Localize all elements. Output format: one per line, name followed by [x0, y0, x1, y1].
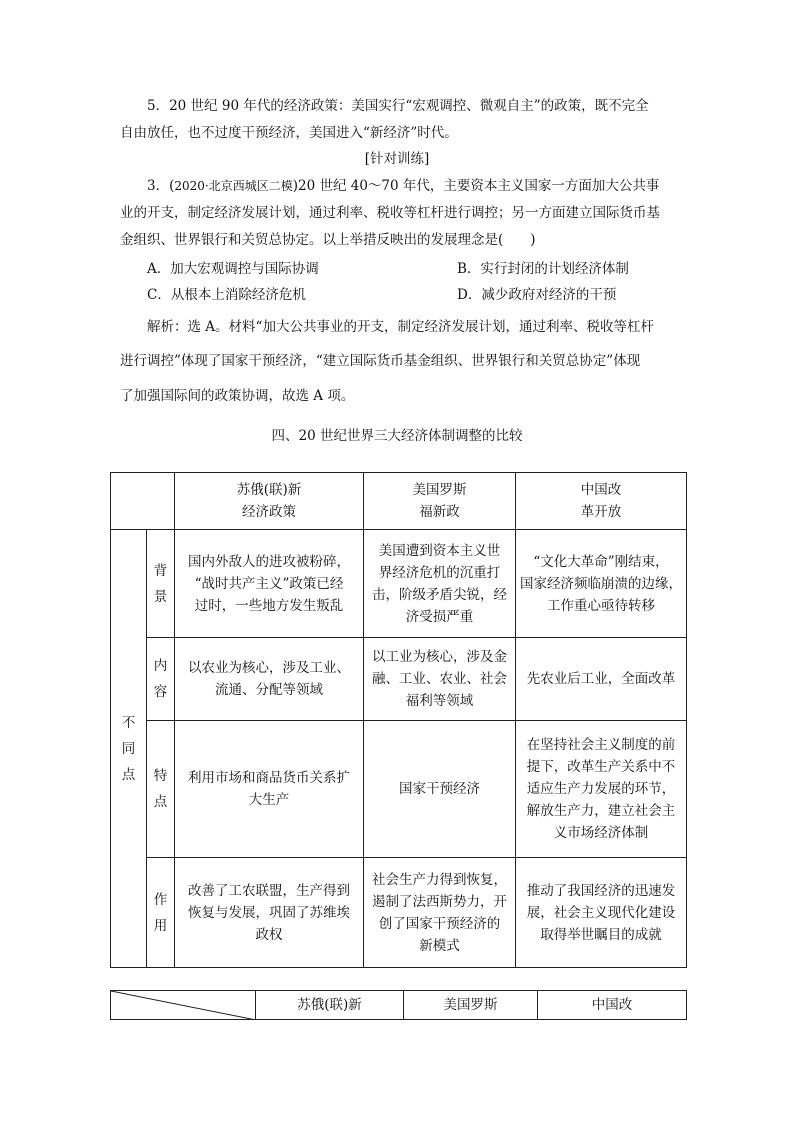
group-char: 同	[121, 740, 136, 757]
header-soviet: 苏俄(联)新	[256, 991, 404, 1020]
question-line2: 业的开支，制定经济发展计划，通过利率、税收等杠杆进行调控；另一方面建立国际货币基	[120, 205, 660, 221]
table-row	[111, 858, 687, 968]
label-char: 容	[153, 684, 168, 700]
cell-line: 国内外敌人的进攻被粉碎，	[188, 553, 350, 570]
cell-line: 展，社会主义现代化建设	[526, 904, 676, 921]
cell-usa-features	[364, 721, 516, 858]
option-a: A．加大宏观调控与国际协调	[147, 261, 319, 277]
header-line: 美国罗斯	[412, 482, 467, 498]
group-char: 点	[121, 766, 136, 783]
cell-line: 社会生产力得到恢复，	[372, 871, 507, 888]
cell-line: 改善了工农联盟，生产得到	[188, 882, 350, 899]
cell-line: 融、工业、农业、社会	[372, 671, 507, 687]
table-row	[111, 530, 687, 638]
cell-line: 大生产	[248, 792, 290, 808]
cell-line: 义市场经济体制	[553, 825, 649, 841]
cell-line: 济受损严重	[405, 608, 474, 625]
label-char: 点	[153, 794, 168, 810]
cell-line: 新模式	[419, 937, 460, 954]
cell-line: 以工业为核心，涉及金	[372, 649, 507, 665]
cell-line: 过时，一些地方发生叛乱	[194, 597, 344, 614]
cell-china-features	[516, 721, 687, 858]
cell-china-effect	[516, 858, 687, 968]
header-usa: 美国罗斯	[404, 991, 538, 1020]
analysis-line3: 了加强国际间的政策协调，故选 A 项。	[120, 388, 355, 404]
analysis-line2: 进行调控”体现了国家干预经济，“建立国际货币基金组织、世界银行和关贸总协定”体现	[120, 353, 641, 369]
label-char: 用	[153, 917, 168, 934]
header-usa	[364, 473, 516, 530]
cell-line: 流通、分配等领域	[215, 682, 323, 698]
cell-line: 先农业后工业，全面改革	[526, 671, 676, 687]
table-row	[111, 721, 687, 858]
cell-usa-content	[364, 638, 516, 721]
header-line: 中国改	[580, 482, 622, 498]
cell-line: 适应生产力发展的环节，	[526, 781, 676, 797]
cell-line: 国家干预经济	[399, 781, 480, 797]
row-label-features	[147, 721, 175, 858]
cell-line: “战时共产主义”政策已经	[194, 575, 344, 592]
comparison-table-continued	[110, 990, 687, 1020]
cell-line: 推动了我国经济的迅速发	[526, 882, 676, 899]
cell-soviet-effect	[175, 858, 364, 968]
cell-line: 以农业为核心，涉及工业、	[188, 660, 350, 676]
training-label: [针对训练]	[364, 151, 430, 167]
cell-line: 取得举世瞩目的成就	[540, 926, 662, 943]
cell-line: 国家经济频临崩溃的边缘，	[520, 575, 682, 592]
header-line: 经济政策	[242, 504, 296, 520]
header-line: 苏俄(联)新	[236, 482, 302, 498]
cell-line: 界经济危机的沉重打	[378, 564, 501, 581]
cell-line: 解放生产力，建立社会主	[526, 803, 676, 819]
option-b: B．实行封闭的计划经济体制	[457, 261, 629, 277]
cell-line: 美国遭到资本主义世	[378, 542, 501, 559]
section4-title: 四、20 世纪世界三大经济体制调整的比较	[271, 428, 523, 444]
group-char: 不	[121, 714, 136, 731]
label-char: 内	[153, 658, 168, 674]
label-char: 作	[153, 891, 168, 908]
table-row	[111, 638, 687, 721]
group-label-differences	[111, 530, 147, 968]
cell-line: 创了国家干预经济的	[378, 915, 501, 932]
question-line1	[147, 176, 659, 196]
section5-line2: 自由放任，也不过度干预经济，美国进入“新经济”时代。	[120, 125, 458, 141]
question-source: 2020·北京西城区二模	[174, 179, 293, 193]
cell-line: 工作重心亟待转移	[547, 597, 655, 614]
cell-line: 遏制了法西斯势力，开	[372, 893, 507, 910]
cell-line: 政权	[255, 926, 283, 943]
cell-usa-effect	[364, 858, 516, 968]
row-label-content	[147, 638, 175, 721]
cell-soviet-features	[175, 721, 364, 858]
cell-soviet-background	[175, 530, 364, 638]
header-soviet	[175, 473, 364, 530]
cell-line: “文化大革命”刚结束，	[533, 553, 669, 570]
question-prefix: 3．(	[147, 178, 175, 194]
cell-usa-background	[364, 530, 516, 638]
cell-soviet-content	[175, 638, 364, 721]
header-line: 福新政	[419, 504, 460, 520]
cell-line: 击，阶级矛盾尖锐，经	[372, 586, 507, 603]
diagonal-header-cell	[111, 991, 256, 1020]
header-china: 中国改	[538, 991, 687, 1020]
cell-line: 利用市场和商品货币关系扩	[188, 770, 350, 786]
header-china	[516, 473, 687, 530]
label-char: 景	[153, 588, 168, 605]
comparison-table	[110, 472, 687, 968]
cell-line: 福利等领域	[405, 693, 474, 709]
analysis-line1: 解析：选 A。材料“加大公共事业的开支，制定经济发展计划，通过利率、税收等杠杆	[147, 319, 654, 335]
option-c: C．从根本上消除经济危机	[147, 287, 306, 303]
header-blank	[111, 473, 175, 530]
header-row	[111, 991, 687, 1020]
cell-line: 提下，改革生产关系中不	[526, 759, 676, 775]
label-char: 背	[153, 562, 168, 579]
cell-china-background	[516, 530, 687, 638]
question-line3: 金组织、世界银行和关贸总协定。以上举措反映出的发展理念是( )	[120, 232, 536, 248]
cell-line: 恢复与发展，巩固了苏维埃	[188, 904, 350, 921]
cell-china-content	[516, 638, 687, 721]
label-char: 特	[153, 768, 168, 784]
question-stem-1: )20 世纪 40～70 年代，主要资本主义国家一方面加大公共事	[292, 178, 660, 194]
row-label-effect	[147, 858, 175, 968]
diagonal-line	[111, 991, 256, 1020]
row-label-background	[147, 530, 175, 638]
option-d: D．减少政府对经济的干预	[457, 287, 617, 303]
header-line: 革开放	[580, 504, 622, 520]
cell-line: 在坚持社会主义制度的前	[526, 737, 676, 753]
section5-line1: 5．20 世纪 90 年代的经济政策：美国实行“宏观调控、微观自主”的政策，既不完全	[147, 98, 649, 114]
header-row	[111, 473, 687, 530]
